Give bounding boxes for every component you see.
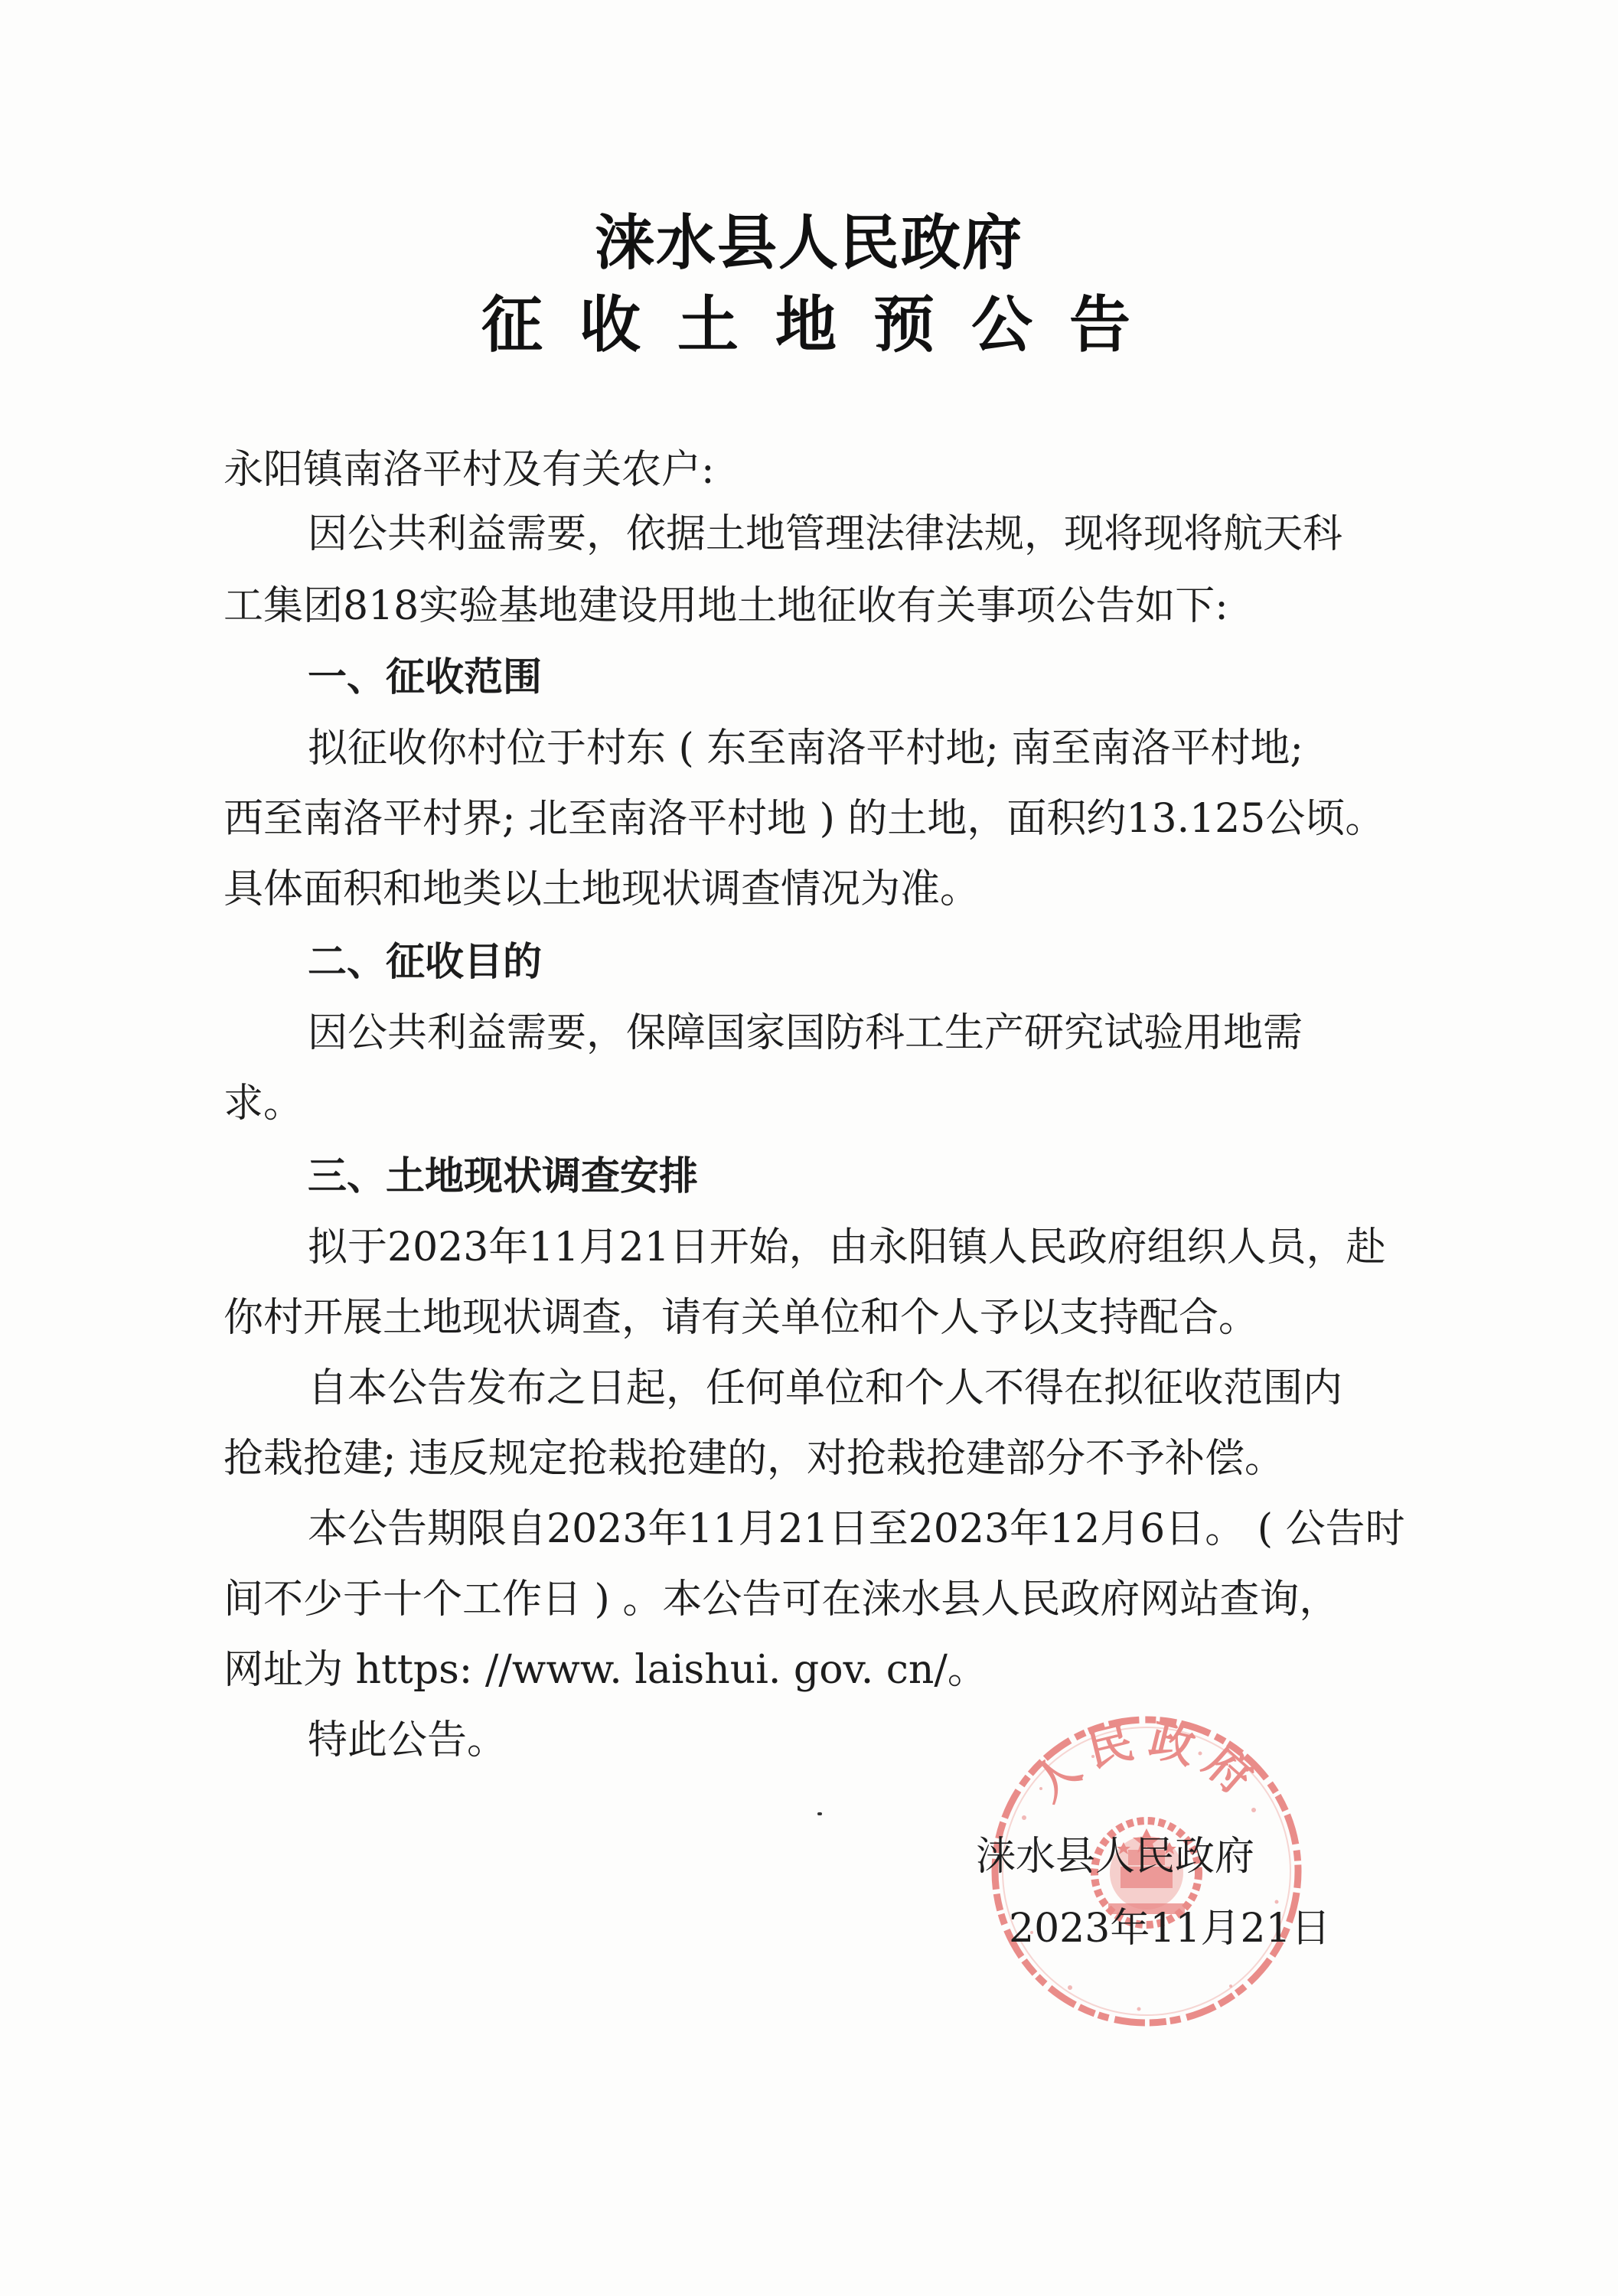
section-1-heading: 一、征收范围 <box>308 655 543 700</box>
section-1-line-3: 具体面积和地类以土地现状调查情况为准。 <box>223 866 980 912</box>
section-2-heading: 二、征收目的 <box>308 940 543 985</box>
stray-mark <box>817 1812 822 1815</box>
section-3-p3-line-3: 网址为 https: //www. laishui. gov. cn/。 <box>223 1647 987 1693</box>
section-3-heading: 三、土地现状调查安排 <box>308 1154 699 1199</box>
section-3-p1-line-2: 你村开展土地现状调查，请有关单位和个人予以支持配合。 <box>223 1295 1259 1341</box>
salutation: 永阳镇南洛平村及有关农户: <box>223 447 715 493</box>
section-3-p2-line-1: 自本公告发布之日起，任何单位和个人不得在拟征收范围内 <box>308 1365 1343 1411</box>
document-title: 征收土地预公告 <box>481 289 1167 360</box>
intro-line-2: 工集团818实验基地建设用地土地征收有关事项公告如下: <box>223 583 1228 629</box>
section-2-line-1: 因公共利益需要，保障国家国防科工生产研究试验用地需 <box>308 1010 1303 1056</box>
signature-date: 2023年11月21日 <box>1009 1906 1331 1952</box>
intro-line-1: 因公共利益需要，依据土地管理法律法规，现将现将航天科 <box>308 511 1343 557</box>
section-3-p3-line-1: 本公告期限自2023年11月21日至2023年12月6日。 ( 公告时 <box>308 1506 1405 1552</box>
section-3-p3-line-2: 间不少于十个工作日 ) 。本公告可在涞水县人民政府网站查询， <box>223 1577 1339 1623</box>
section-2-line-2: 求。 <box>223 1081 304 1127</box>
section-3-p1-line-1: 拟于2023年11月21日开始，由永阳镇人民政府组织人员，赴 <box>308 1225 1386 1270</box>
svg-text:人民政府: 人民政府 <box>1023 1713 1271 1812</box>
section-1-line-2: 西至南洛平村界; 北至南洛平村地 ) 的土地，面积约13.125公顷。 <box>223 796 1385 842</box>
document-title-issuer: 涞水县人民政府 <box>594 209 1023 278</box>
section-1-line-1: 拟征收你村位于村东 ( 东至南洛平村地; 南至南洛平村地; <box>308 726 1303 771</box>
closing-text: 特此公告。 <box>308 1717 507 1763</box>
signature-organization: 涞水县人民政府 <box>976 1834 1255 1880</box>
section-3-p2-line-2: 抢栽抢建; 违反规定抢栽抢建的，对抢栽抢建部分不予补偿。 <box>223 1436 1285 1482</box>
